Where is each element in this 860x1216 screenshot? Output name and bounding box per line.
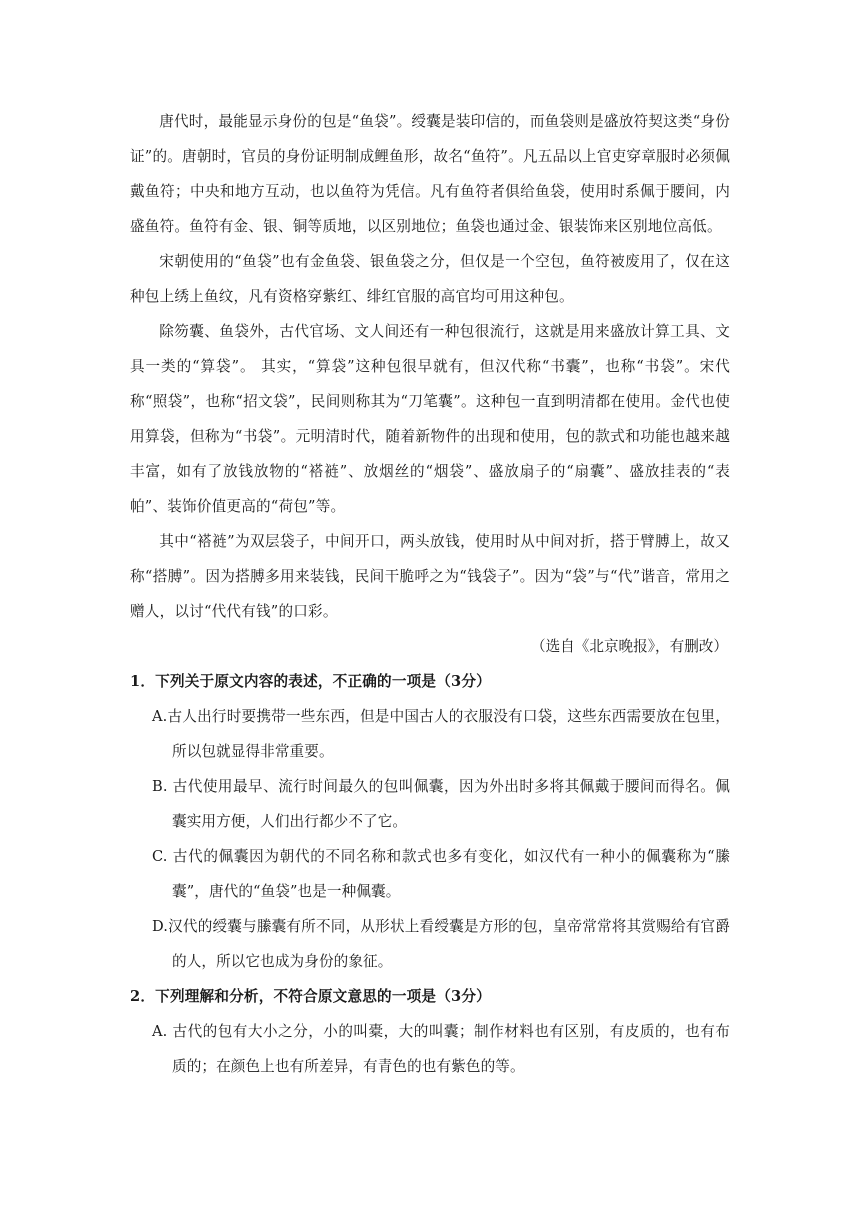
question-2-option-a: A. 古代的包有大小之分，小的叫橐，大的叫囊；制作材料也有区别，有皮质的，也有布质的；在颜色上也有所差异，有青色的也有紫色的等。 (152, 1023, 730, 1075)
source-citation: （选自《北京晚报》，有删改） (530, 638, 728, 655)
question-1-stem: 1．下列关于原文内容的表述，不正确的一项是（3分） (130, 673, 491, 690)
question-1-option-d: D.汉代的绶囊与縢囊有所不同，从形状上看绶囊是方形的包，皇帝常常将其赏赐给有官爵的人，所以它也成为身份的象征。 (152, 918, 730, 970)
passage-paragraph-2: 宋朝使用的“鱼袋”也有金鱼袋、银鱼袋之分，但仅是一个空包，鱼符被废用了，仅在这种包上绣上鱼纹，凡有资格穿紫红、绯红官服的高官均可用这种包。 (130, 253, 730, 305)
passage-paragraph-4: 其中“褡裢”为双层袋子，中间开口，两头放钱，使用时从中间对折，搭于臂膊上，故又称“搭膊”。因为搭膊多用来装钱，民间干脆呼之为“钱袋子”。因为“袋”与“代”谐音，常用之赠人，以讨“代代有钱”的口彩。 (130, 533, 730, 620)
passage-paragraph-1: 唐代时，最能显示身份的包是“鱼袋”。绶囊是装印信的，而鱼袋则是盛放符契这类“身份证”的。唐朝时，官员的身份证明制成鲤鱼形，故名“鱼符”。凡五品以上官吏穿章服时必须佩戴鱼符；中央和地方互动，也以鱼符为凭信。凡有鱼符者俱给鱼袋，使用时系佩于腰间，内盛鱼符。鱼符有金、银、铜等质地，以区别地位；鱼袋也通过金、银装饰来区别地位高低。 (130, 113, 730, 235)
document-body (130, 104, 730, 1084)
question-1-option-a: A.古人出行时要携带一些东西，但是中国古人的衣服没有口袋，这些东西需要放在包里，所以包就显得非常重要。 (152, 708, 730, 760)
question-1-option-c: C. 古代的佩囊因为朝代的不同名称和款式也多有变化，如汉代有一种小的佩囊称为“縢囊”，唐代的“鱼袋”也是一种佩囊。 (152, 848, 730, 900)
question-2-stem: 2．下列理解和分析，不符合原文意思的一项是（3分） (130, 988, 491, 1005)
question-1-option-b: B. 古代使用最早、流行时间最久的包叫佩囊，因为外出时多将其佩戴于腰间而得名。佩囊实用方便，人们出行都少不了它。 (152, 778, 730, 830)
passage-paragraph-3: 除笏囊、鱼袋外，古代官场、文人间还有一种包很流行，这就是用来盛放计算工具、文具一类的“算袋”。 其实，“算袋”这种包很早就有，但汉代称“书囊”，也称“书袋”。宋代称“照袋”，也称“招文袋”，民间则称其为“刀笔囊”。这种包一直到明清都在使用。金代也使用算袋，但称为“书袋”。元明清时代，随着新物件的出现和使用，包的款式和功能也越来越丰富，如有了放钱放物的“褡裢”、放烟丝的“烟袋”、盛放扇子的“扇囊”、盛放挂表的“表帕”、装饰价值更高的“荷包”等。 (130, 323, 730, 515)
